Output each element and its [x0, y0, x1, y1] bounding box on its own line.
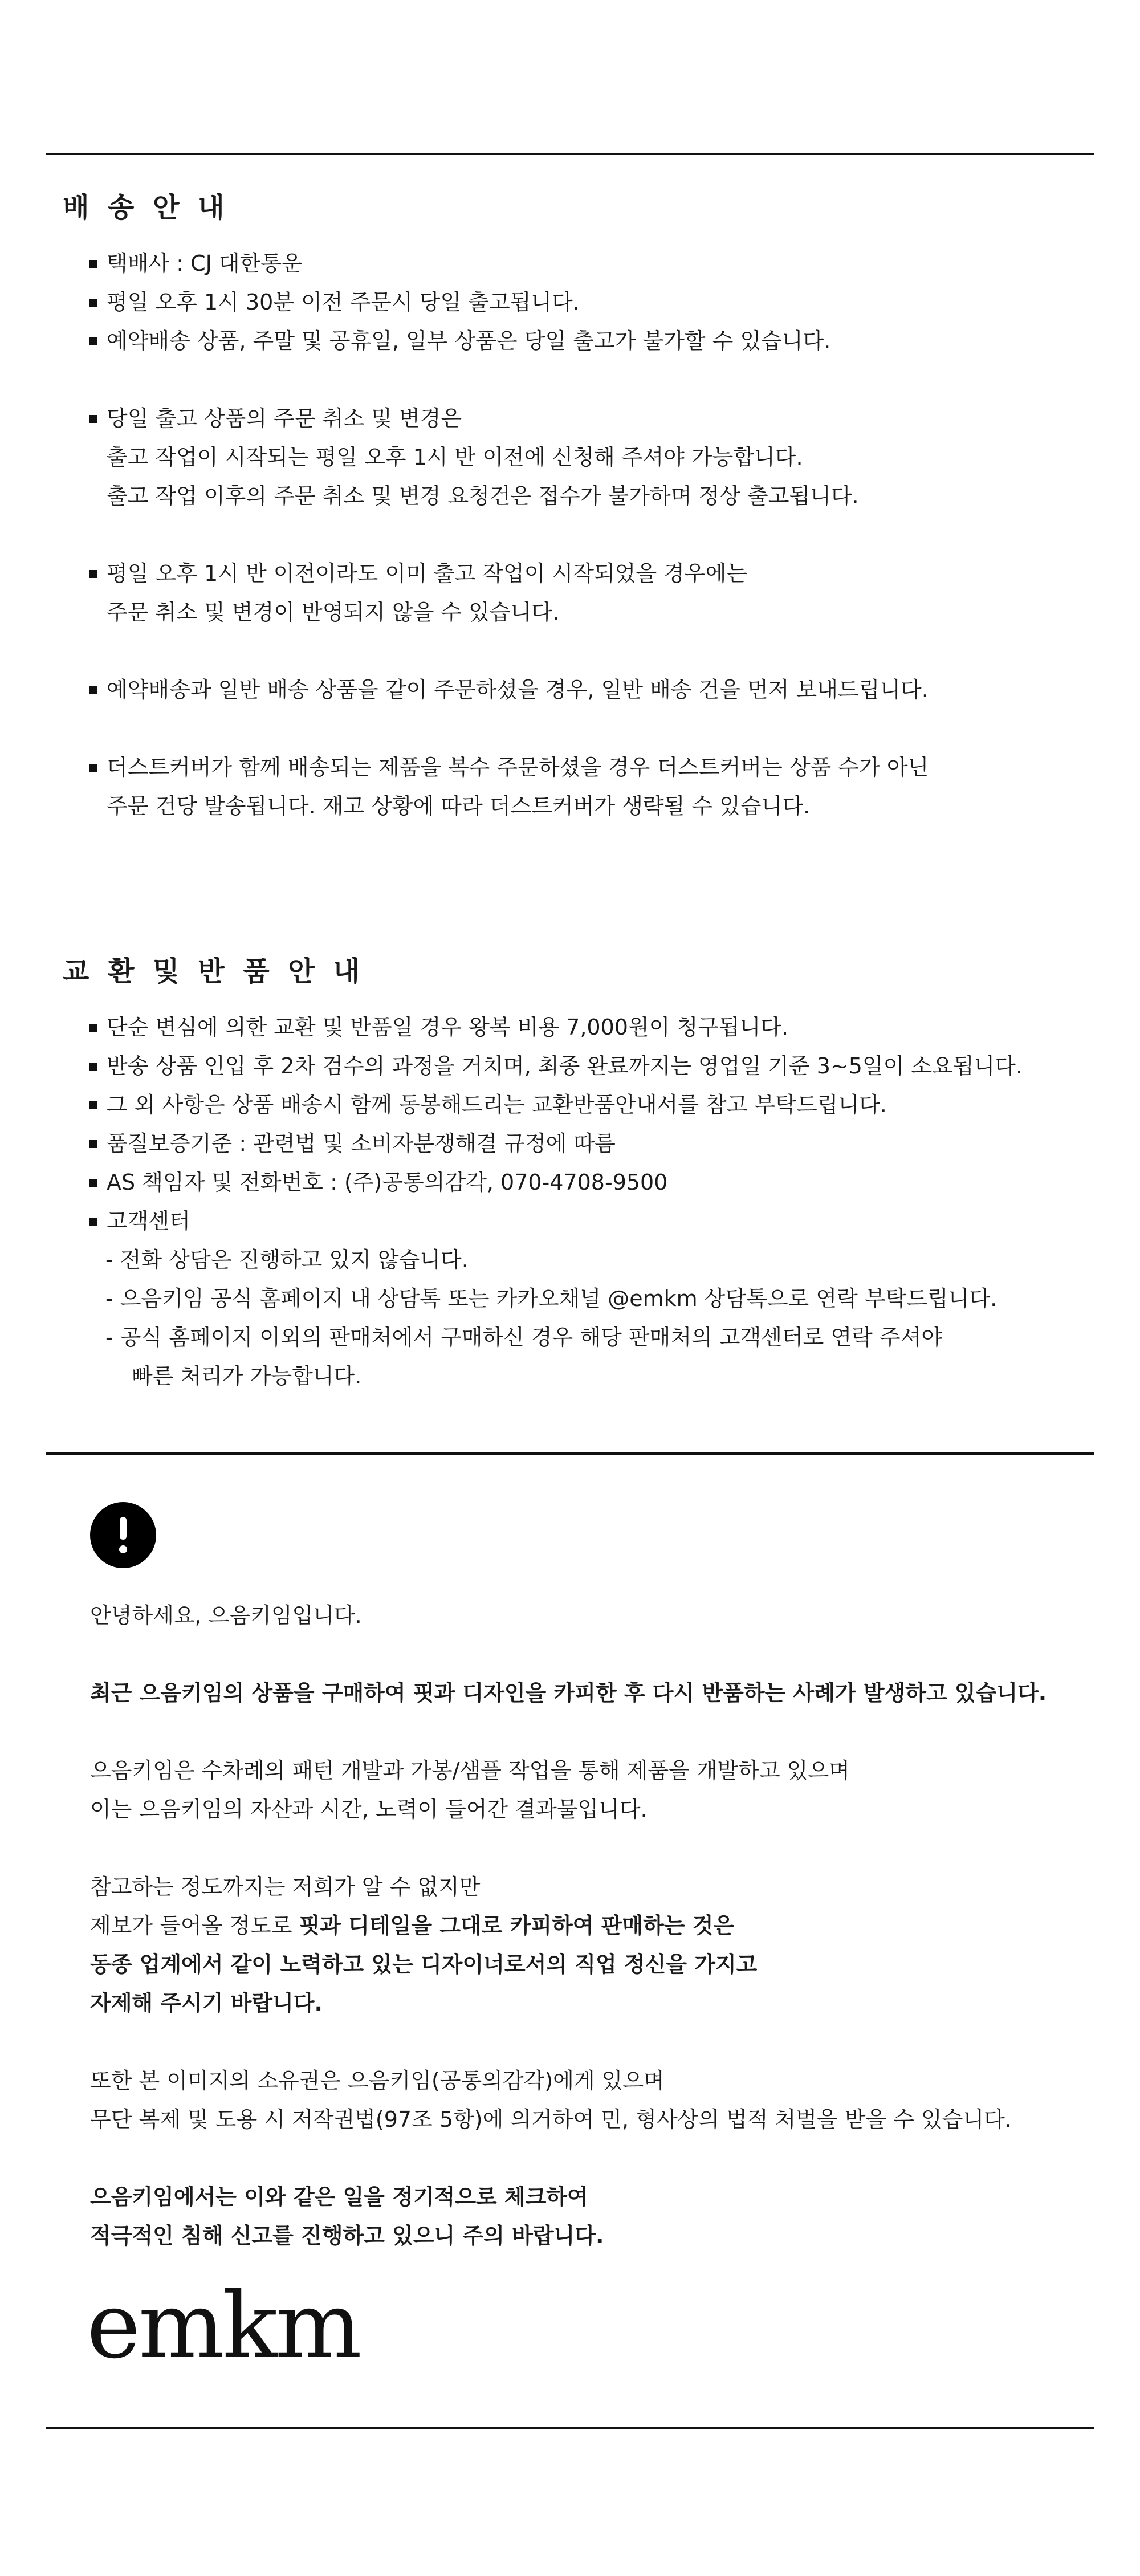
list-item-continuation: 주문 건당 발송됩니다. 재고 상황에 따라 더스트커버가 생략될 수 있습니다. — [107, 793, 811, 819]
notice-text: 또한 본 이미지의 소유권은 으음키임(공통의감각)에게 있으며 — [90, 2068, 665, 2093]
list-item: 택배사 : CJ 대한통운 — [88, 244, 929, 283]
list-item: AS 책임자 및 전화번호 : (주)공통의감각, 070-4708-9500 — [88, 1163, 1023, 1202]
notice-text-normal: 제보가 들어올 정도로 — [90, 1913, 299, 1938]
list-item-continuation: 빠른 처리가 가능합니다. — [132, 1364, 362, 1389]
notice-text-bold: 핏과 디테일을 그대로 카피하여 판매하는 것은 — [299, 1913, 735, 1938]
list-item: 단순 변심에 의한 교환 및 반품일 경우 왕복 비용 7,000원이 청구됩니다. — [88, 1008, 1023, 1047]
notice-text-bold: 자제해 주시기 바랍니다. — [90, 1991, 323, 2016]
list-item: 반송 상품 인입 후 2차 검수의 과정을 거치며, 최종 완료까지는 영업일 기준 3~5일이 소요됩니다. — [88, 1047, 1023, 1085]
list-item: 평일 오후 1시 30분 이전 주문시 당일 출고됩니다. — [88, 283, 929, 322]
notice-text-bold: 동종 업계에서 같이 노력하고 있는 디자이너로서의 직업 정신을 가지고 — [90, 1952, 758, 1977]
notice-text: 무단 복제 및 도용 시 저작권법(97조 5항)에 의거하여 민, 형사상의 법적 처벌을 받을 수 있습니다. — [90, 2107, 1012, 2132]
middle-divider — [46, 1452, 1094, 1455]
list-item: 당일 출고 상품의 주문 취소 및 변경은 — [88, 399, 929, 438]
list-item: 예약배송 상품, 주말 및 공휴일, 일부 상품은 당일 출고가 불가할 수 있습니다. — [88, 322, 929, 360]
list-item-continuation: - 공식 홈페이지 이외의 판매처에서 구매하신 경우 해당 판매처의 고객센터로 연락 주셔야 — [105, 1325, 943, 1350]
notice-text: 으음키임은 수차례의 패턴 개발과 가봉/샘플 작업을 통해 제품을 개발하고 있으며 — [90, 1758, 850, 1783]
list-item-continuation: - 전화 상담은 진행하고 있지 않습니다. — [105, 1247, 469, 1272]
list-spacer — [88, 515, 929, 554]
list-item-continuation: 출고 작업 이후의 주문 취소 및 변경 요청건은 접수가 불가하며 정상 출고됩니다. — [107, 483, 859, 508]
exclamation-circle-icon — [90, 1502, 156, 1568]
exchange-info-list — [88, 1008, 1023, 1395]
list-item: 평일 오후 1시 반 이전이라도 이미 출고 작업이 시작되었을 경우에는 — [88, 554, 929, 593]
notice-text-bold: 으음키임에서는 이와 같은 일을 정기적으로 체크하여 — [90, 2184, 588, 2209]
list-spacer — [88, 709, 929, 748]
list-spacer — [88, 360, 929, 399]
list-item: 더스트커버가 함께 배송되는 제품을 복수 주문하셨을 경우 더스트커버는 상품 수가 아닌 — [88, 748, 929, 787]
notice-headline: 최근 으음키임의 상품을 구매하여 핏과 디자인을 카피한 후 다시 반품하는 사례가 발생하고 있습니다. — [90, 1680, 1047, 1706]
notice-text — [90, 1906, 1093, 1945]
list-item-continuation: 주문 취소 및 변경이 반영되지 않을 수 있습니다. — [107, 600, 560, 625]
list-item-continuation: - 으음키임 공식 홈페이지 내 상담톡 또는 카카오채널 @emkm 상담톡으로 연락 부탁드립니다. — [105, 1286, 997, 1311]
bottom-divider — [46, 2427, 1094, 2429]
notice-text: 참고하는 정도까지는 저희가 알 수 없지만 — [90, 1874, 481, 1899]
copy-warning-notice — [90, 1596, 1093, 2255]
exchange-title: 교 환 및 반 품 안 내 — [63, 955, 364, 987]
list-item: 고객센터 — [88, 1202, 1023, 1240]
top-divider — [46, 153, 1094, 155]
list-item-continuation: 출고 작업이 시작되는 평일 오후 1시 반 이전에 신청해 주셔야 가능합니다. — [107, 445, 803, 470]
list-item: 품질보증기준 : 관련법 및 소비자분쟁해결 규정에 따름 — [88, 1124, 1023, 1163]
list-item: 그 외 사항은 상품 배송시 함께 동봉해드리는 교환반품안내서를 참고 부탁드립니다. — [88, 1085, 1023, 1124]
list-spacer — [88, 632, 929, 670]
list-item: 예약배송과 일반 배송 상품을 같이 주문하셨을 경우, 일반 배송 건을 먼저 보내드립니다. — [88, 670, 929, 709]
notice-text-bold: 적극적인 침해 신고를 진행하고 있으니 주의 바랍니다. — [90, 2223, 604, 2248]
emkm-logo: emkm — [87, 2272, 360, 2379]
notice-text: 이는 으음키임의 자산과 시간, 노력이 들어간 결과물입니다. — [90, 1797, 648, 1822]
shipping-info-list — [88, 244, 929, 825]
notice-greeting: 안녕하세요, 으음키임입니다. — [90, 1603, 362, 1628]
shipping-title: 배 송 안 내 — [63, 192, 229, 223]
